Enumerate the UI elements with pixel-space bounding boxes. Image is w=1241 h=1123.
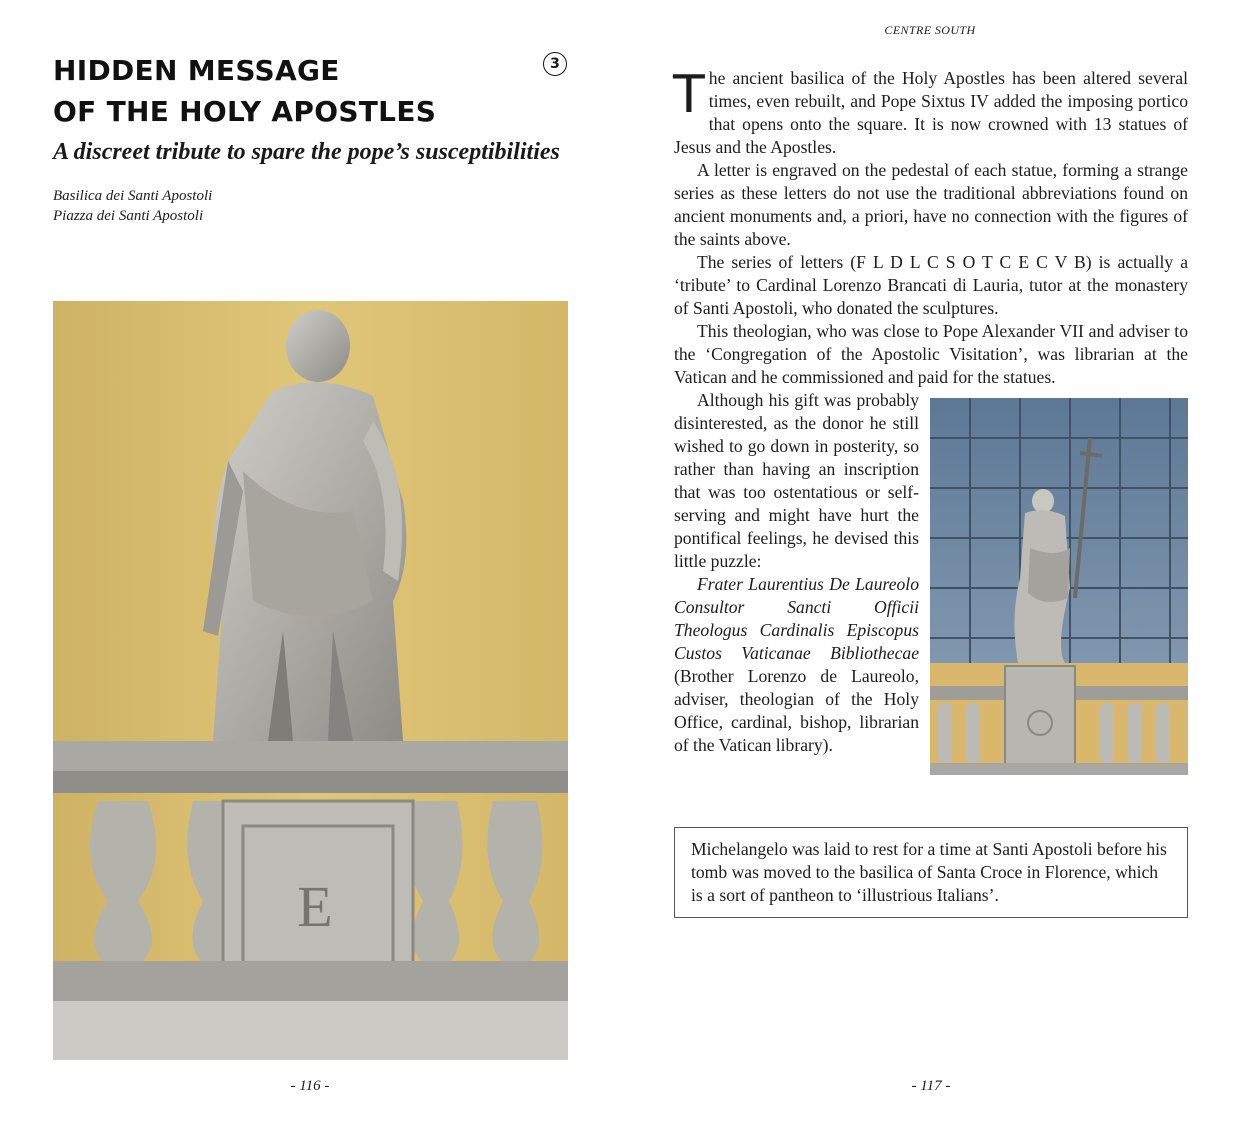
page-number-right: - 117 - <box>911 1078 951 1094</box>
statue-with-cross-photo <box>930 398 1188 775</box>
paragraph-2: A letter is engraved on the pedestal of each statue, forming a strange series as these letters do not use the traditional abbreviations found on ancient monuments and, a priori, have no connection with the figures of the saints above. <box>674 160 1188 249</box>
address-line-1: Basilica dei Santi Apostoli <box>53 188 213 204</box>
paragraph-1: The ancient basilica of the Holy Apostles has been altered several times, even rebuilt, and Pope Sixtus IV added the imposing portico that opens onto the square. It is now crowned with 13 statues of Jesus and the Apostles. <box>673 65 1188 157</box>
dropcap: T <box>673 65 705 125</box>
paragraph-3: The series of letters (F L D L C S O T C E C V B) is actually a ‘tribute’ to Cardinal Lorenzo Brancati di Lauria, tutor at the monastery of Santi Apostoli, who donated the sculptures. <box>674 252 1188 318</box>
address-block <box>53 186 353 226</box>
body-text <box>674 67 1188 389</box>
latin-inscription: Frater Laurentius De Laureolo Consultor Sancti Officii Theologus Cardinalis Episcopus Custos Vaticanae Bibliothecae <box>674 574 919 663</box>
sidebar-note-box: Michelangelo was laid to rest for a time at Santi Apostoli before his tomb was moved to the basilica of Santa Croce in Florence, which is a sort of pantheon to ‘illustrious Italians’. <box>674 827 1188 918</box>
running-head: CENTRE SOUTH <box>884 23 976 37</box>
title-line-1: HIDDEN MESSAGE <box>53 54 340 87</box>
paragraph-5: Although his gift was probably disinterested, as the donor he still wished to go down in posterity, so rather than having an inscription that was too ostentatious or self-serving and might have hurt the pontifical feelings, he devised this little puzzle: <box>674 390 919 571</box>
page-title <box>53 50 523 132</box>
paragraph-6 <box>674 573 919 757</box>
address-line-2: Piazza dei Santi Apostoli <box>53 208 204 224</box>
translation: (Brother Lorenzo de Laureolo, adviser, theologian of the Holy Office, cardinal, bishop, librarian of the Vatican library). <box>674 666 919 755</box>
pedestal-letter: E <box>297 874 333 939</box>
title-line-2: OF THE HOLY APOSTLES <box>53 95 437 128</box>
statue-photo <box>53 301 568 1060</box>
page-number-left: - 116 - <box>290 1078 330 1094</box>
wrapped-text <box>674 389 919 757</box>
site-number-badge: 3 <box>543 52 567 76</box>
paragraph-4: This theologian, who was close to Pope Alexander VII and adviser to the ‘Congregation of the Apostolic Visitation’, was librarian at the Vatican and he commissioned and paid for the statues. <box>674 321 1188 387</box>
subtitle: A discreet tribute to spare the pope’s susceptibilities <box>53 139 560 165</box>
